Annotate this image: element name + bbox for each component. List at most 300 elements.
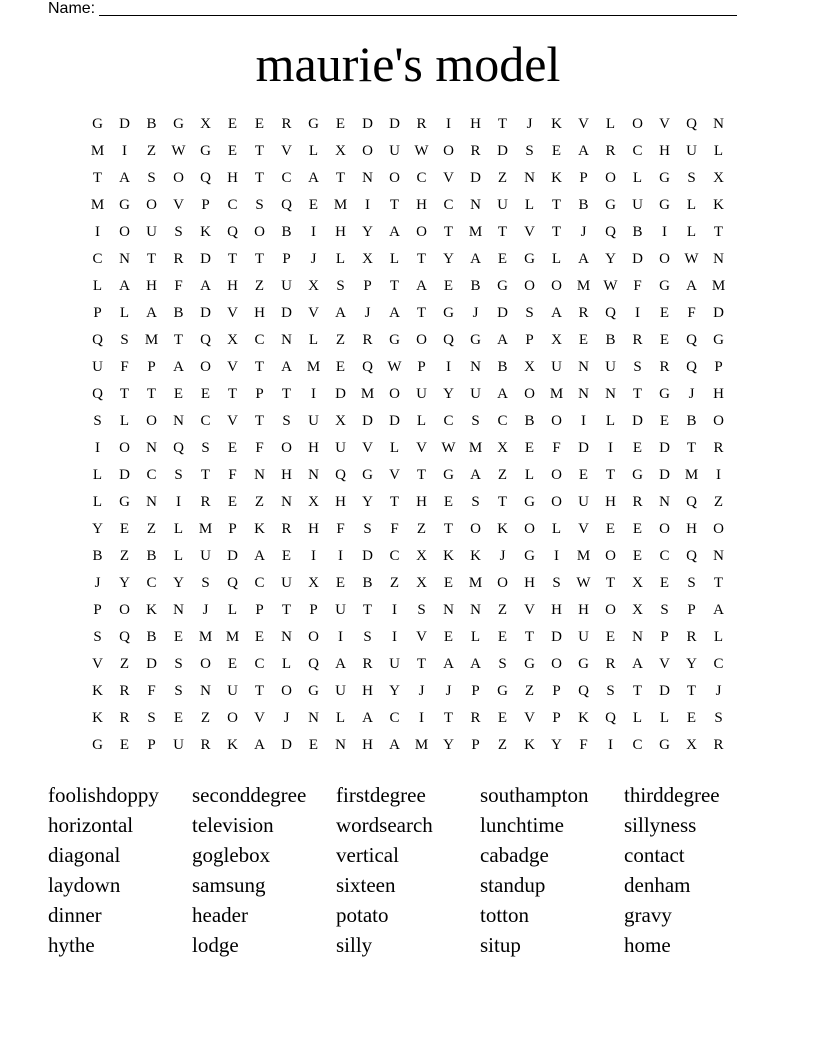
grid-cell: C [632, 143, 643, 159]
grid-cell: G [524, 656, 535, 672]
grid-cell: T [227, 251, 238, 267]
grid-cell: T [686, 683, 697, 699]
grid-cell: E [443, 575, 454, 591]
grid-cell: V [389, 467, 400, 483]
grid-cell: V [281, 143, 292, 159]
grid-row [84, 354, 732, 381]
grid-cell: B [146, 629, 157, 645]
grid-cell: I [608, 440, 613, 456]
grid-cell: Q [281, 197, 292, 213]
grid-cell: T [686, 440, 697, 456]
grid-cell: H [227, 278, 238, 294]
grid-cell: N [308, 467, 319, 483]
grid-cell: A [497, 332, 508, 348]
grid-cell: I [662, 224, 667, 240]
grid-cell: R [119, 710, 130, 726]
word-list-item: potato [336, 903, 389, 927]
grid-cell: R [686, 629, 697, 645]
grid-cell: M [198, 521, 213, 537]
grid-cell: M [414, 737, 429, 753]
grid-cell: A [389, 305, 400, 321]
grid-cell: Q [578, 683, 589, 699]
grid-cell: L [524, 467, 535, 483]
grid-cell: R [200, 737, 211, 753]
grid-cell: E [659, 575, 670, 591]
grid-cell: Z [254, 494, 265, 510]
grid-cell: T [524, 629, 535, 645]
grid-cell: A [686, 278, 697, 294]
grid-cell: I [95, 440, 100, 456]
grid-cell: L [605, 413, 616, 429]
grid-cell: U [470, 386, 481, 402]
word-list-item: silly [336, 933, 373, 957]
grid-cell: C [416, 170, 427, 186]
grid-cell: S [714, 710, 723, 726]
grid-cell: E [254, 116, 265, 132]
grid-cell: V [227, 413, 238, 429]
grid-cell: A [470, 467, 481, 483]
grid-cell: I [392, 629, 397, 645]
grid-cell: F [552, 440, 561, 456]
grid-cell: D [659, 440, 670, 456]
grid-row [84, 651, 732, 678]
grid-cell: O [119, 440, 130, 456]
grid-cell: B [173, 305, 184, 321]
grid-cell: C [443, 197, 454, 213]
grid-cell: W [171, 143, 186, 159]
grid-cell: E [119, 521, 130, 537]
grid-cell: O [389, 170, 400, 186]
grid-cell: A [173, 359, 184, 375]
grid-cell: B [470, 278, 481, 294]
grid-cell: O [362, 143, 373, 159]
grid-cell: E [227, 143, 238, 159]
grid-cell: O [443, 143, 454, 159]
grid-cell: V [659, 656, 670, 672]
grid-cell: Z [497, 467, 508, 483]
grid-cell: S [687, 170, 696, 186]
grid-cell: Z [335, 332, 346, 348]
grid-cell: S [471, 494, 480, 510]
grid-cell: S [660, 602, 669, 618]
grid-cell: S [201, 575, 210, 591]
grid-cell: P [93, 602, 102, 618]
grid-cell: Q [227, 575, 238, 591]
grid-cell: P [579, 170, 588, 186]
grid-cell: Y [92, 521, 103, 537]
word-list-item: header [192, 903, 248, 927]
grid-cell: U [578, 494, 589, 510]
grid-row [84, 192, 732, 219]
grid-cell: Q [605, 224, 616, 240]
grid-cell: Z [416, 521, 427, 537]
grid-cell: X [308, 278, 319, 294]
grid-cell: T [389, 278, 400, 294]
grid-cell: R [578, 305, 589, 321]
grid-cell: O [551, 413, 562, 429]
grid-cell: L [308, 143, 319, 159]
grid-cell: N [335, 737, 346, 753]
grid-cell: M [90, 197, 105, 213]
grid-cell: Q [686, 494, 697, 510]
word-list-item: samsung [192, 873, 266, 897]
grid-cell: G [362, 467, 373, 483]
grid-cell: V [227, 305, 238, 321]
grid-cell: R [632, 494, 643, 510]
grid-cell: M [468, 224, 483, 240]
grid-cell: D [632, 251, 643, 267]
grid-cell: A [443, 656, 454, 672]
grid-cell: R [605, 143, 616, 159]
grid-cell: X [416, 575, 427, 591]
grid-cell: Q [173, 440, 184, 456]
grid-cell: X [308, 494, 319, 510]
word-list-item: laydown [48, 873, 121, 897]
grid-cell: U [497, 197, 508, 213]
grid-cell: T [389, 197, 400, 213]
grid-cell: N [443, 602, 454, 618]
grid-cell: C [146, 467, 157, 483]
grid-cell: G [389, 332, 400, 348]
grid-cell: G [659, 737, 670, 753]
grid-cell: F [147, 683, 156, 699]
grid-cell: Q [686, 548, 697, 564]
word-list-item: goglebox [192, 843, 271, 867]
grid-cell: G [497, 683, 508, 699]
grid-cell: E [227, 494, 238, 510]
word-list-item: situp [480, 933, 521, 957]
grid-cell: T [416, 305, 427, 321]
grid-cell: A [551, 305, 562, 321]
grid-cell: I [446, 359, 451, 375]
grid-cell: E [227, 440, 238, 456]
grid-cell: F [120, 359, 129, 375]
grid-cell: L [686, 224, 697, 240]
grid-cell: P [201, 197, 210, 213]
grid-cell: B [605, 332, 616, 348]
grid-cell: U [335, 683, 346, 699]
grid-cell: I [95, 224, 100, 240]
grid-cell: T [227, 386, 238, 402]
grid-cell: O [281, 683, 292, 699]
word-list-item: gravy [624, 903, 672, 927]
grid-cell: T [362, 602, 373, 618]
grid-cell: V [578, 521, 589, 537]
grid-cell: B [362, 575, 373, 591]
grid-cell: C [632, 737, 643, 753]
grid-cell: M [333, 197, 348, 213]
grid-cell: L [173, 548, 184, 564]
grid-cell: Y [443, 737, 454, 753]
grid-cell: J [310, 251, 317, 267]
grid-cell: A [281, 359, 292, 375]
grid-cell: F [390, 521, 399, 537]
grid-cell: S [336, 278, 345, 294]
grid-cell: G [578, 656, 589, 672]
grid-cell: L [551, 521, 562, 537]
grid-cell: R [470, 143, 481, 159]
grid-cell: T [389, 494, 400, 510]
grid-cell: S [498, 656, 507, 672]
grid-cell: O [551, 467, 562, 483]
grid-cell: L [713, 629, 724, 645]
grid-cell: J [580, 224, 587, 240]
grid-cell: M [684, 467, 699, 483]
grid-cell: M [549, 386, 564, 402]
grid-cell: S [174, 683, 183, 699]
grid-cell: O [308, 629, 319, 645]
grid-cell: O [551, 656, 562, 672]
grid-cell: D [281, 305, 292, 321]
grid-cell: M [576, 278, 591, 294]
grid-cell: H [254, 305, 265, 321]
grid-cell: Y [362, 494, 373, 510]
grid-cell: M [90, 143, 105, 159]
grid-cell: T [632, 683, 643, 699]
word-list-item: southampton [480, 783, 589, 807]
grid-cell: X [362, 251, 373, 267]
grid-cell: Q [92, 332, 103, 348]
grid-cell: O [659, 251, 670, 267]
grid-cell: P [525, 332, 534, 348]
grid-row [84, 489, 732, 516]
grid-cell: K [551, 170, 562, 186]
grid-cell: O [173, 170, 184, 186]
grid-cell: P [309, 602, 318, 618]
grid-cell: F [255, 440, 264, 456]
grid-cell: I [311, 386, 316, 402]
grid-cell: I [446, 116, 451, 132]
grid-cell: T [254, 413, 265, 429]
grid-cell: X [335, 143, 346, 159]
grid-cell: G [659, 386, 670, 402]
grid-cell: G [524, 251, 535, 267]
grid-cell: Y [443, 386, 454, 402]
grid-cell: E [443, 278, 454, 294]
grid-cell: C [389, 548, 400, 564]
grid-cell: U [551, 359, 562, 375]
grid-cell: N [578, 359, 589, 375]
grid-cell: T [497, 116, 508, 132]
grid-cell: H [470, 116, 481, 132]
grid-cell: S [174, 224, 183, 240]
grid-cell: A [713, 602, 724, 618]
grid-cell: I [311, 224, 316, 240]
grid-cell: V [92, 656, 103, 672]
grid-cell: G [659, 170, 670, 186]
grid-cell: E [200, 386, 211, 402]
grid-cell: I [419, 710, 424, 726]
grid-cell: E [578, 467, 589, 483]
grid-cell: J [202, 602, 209, 618]
grid-cell: O [497, 575, 508, 591]
grid-cell: L [416, 413, 427, 429]
grid-cell: S [174, 467, 183, 483]
grid-cell: O [416, 332, 427, 348]
grid-cell: S [147, 710, 156, 726]
grid-cell: L [308, 332, 319, 348]
grid-cell: M [468, 575, 483, 591]
grid-cell: E [632, 440, 643, 456]
grid-cell: C [281, 170, 292, 186]
grid-cell: V [416, 629, 427, 645]
grid-cell: E [497, 629, 508, 645]
grid-cell: Y [389, 683, 400, 699]
grid-cell: S [93, 413, 102, 429]
grid-cell: P [147, 359, 156, 375]
grid-cell: U [200, 548, 211, 564]
grid-cell: E [632, 548, 643, 564]
grid-cell: A [335, 656, 346, 672]
grid-cell: Q [443, 332, 454, 348]
grid-cell: L [713, 143, 724, 159]
word-list-item: sillyness [624, 813, 697, 837]
grid-cell: K [92, 683, 103, 699]
grid-cell: W [441, 440, 456, 456]
grid-cell: R [281, 521, 292, 537]
grid-cell: E [119, 737, 130, 753]
grid-cell: C [254, 575, 265, 591]
grid-cell: Q [200, 332, 211, 348]
grid-cell: P [282, 251, 291, 267]
grid-cell: E [605, 629, 616, 645]
grid-cell: R [632, 332, 643, 348]
grid-cell: G [200, 143, 211, 159]
grid-cell: P [417, 359, 426, 375]
grid-cell: B [686, 413, 697, 429]
grid-row [84, 462, 732, 489]
grid-cell: R [605, 656, 616, 672]
grid-row [84, 327, 732, 354]
grid-cell: U [92, 359, 103, 375]
grid-cell: B [281, 224, 292, 240]
grid-cell: C [497, 413, 508, 429]
grid-cell: U [308, 413, 319, 429]
grid-row [84, 678, 732, 705]
grid-cell: X [686, 737, 697, 753]
grid-cell: M [468, 440, 483, 456]
grid-cell: Q [92, 386, 103, 402]
grid-cell: T [146, 251, 157, 267]
word-list-item: standup [480, 873, 546, 897]
grid-cell: N [578, 386, 589, 402]
grid-cell: O [659, 521, 670, 537]
grid-cell: Q [227, 224, 238, 240]
word-list-item: horizontal [48, 813, 134, 837]
grid-cell: Y [173, 575, 184, 591]
grid-cell: B [497, 359, 508, 375]
grid-cell: O [524, 278, 535, 294]
grid-cell: L [605, 116, 616, 132]
grid-cell: K [92, 710, 103, 726]
grid-cell: L [389, 440, 400, 456]
grid-cell: R [416, 116, 427, 132]
grid-cell: A [254, 737, 265, 753]
grid-cell: G [119, 197, 130, 213]
grid-cell: E [173, 629, 184, 645]
grid-cell: O [146, 413, 157, 429]
grid-cell: E [227, 656, 238, 672]
grid-cell: N [659, 494, 670, 510]
grid-cell: A [389, 737, 400, 753]
grid-cell: G [605, 197, 616, 213]
grid-cell: X [524, 359, 535, 375]
word-list-item: home [624, 933, 671, 957]
grid-cell: Q [200, 170, 211, 186]
grid-cell: L [119, 305, 130, 321]
grid-cell: W [603, 278, 618, 294]
grid-cell: T [497, 494, 508, 510]
grid-cell: H [659, 143, 670, 159]
grid-cell: S [93, 629, 102, 645]
grid-cell: P [255, 386, 264, 402]
grid-cell: V [362, 440, 373, 456]
grid-cell: S [147, 170, 156, 186]
grid-cell: G [470, 332, 481, 348]
grid-cell: O [524, 521, 535, 537]
grid-cell: S [633, 359, 642, 375]
word-list-item: denham [624, 873, 691, 897]
grid-row [84, 624, 732, 651]
grid-cell: O [146, 197, 157, 213]
grid-cell: G [92, 116, 103, 132]
grid-cell: I [581, 413, 586, 429]
grid-cell: D [281, 737, 292, 753]
grid-cell: L [92, 467, 103, 483]
grid-cell: A [146, 305, 157, 321]
grid-cell: L [92, 494, 103, 510]
grid-cell: E [632, 521, 643, 537]
grid-cell: H [551, 602, 562, 618]
grid-cell: M [198, 629, 213, 645]
grid-cell: G [524, 494, 535, 510]
grid-cell: N [524, 170, 535, 186]
grid-cell: N [146, 494, 157, 510]
grid-cell: N [713, 251, 724, 267]
grid-cell: U [227, 683, 238, 699]
grid-cell: D [227, 548, 238, 564]
grid-cell: R [470, 710, 481, 726]
grid-cell: C [227, 197, 238, 213]
grid-cell: N [254, 467, 265, 483]
word-list-item: thirddegree [624, 783, 720, 807]
grid-cell: E [308, 197, 319, 213]
grid-cell: B [146, 548, 157, 564]
grid-cell: H [227, 170, 238, 186]
grid-cell: D [497, 305, 508, 321]
grid-cell: K [713, 197, 724, 213]
grid-cell: T [200, 467, 211, 483]
grid-cell: Z [524, 683, 535, 699]
grid-cell: V [524, 602, 535, 618]
grid-cell: O [119, 224, 130, 240]
grid-cell: Z [713, 494, 724, 510]
grid-cell: H [416, 494, 427, 510]
grid-cell: T [713, 224, 724, 240]
grid-cell: I [365, 197, 370, 213]
grid-cell: Z [497, 737, 508, 753]
word-list-item: diagonal [48, 843, 121, 867]
grid-cell: F [228, 467, 237, 483]
grid-cell: O [605, 170, 616, 186]
grid-cell: O [632, 116, 643, 132]
grid-cell: M [711, 278, 726, 294]
grid-cell: R [713, 440, 724, 456]
grid-cell: G [173, 116, 184, 132]
grid-cell: P [147, 737, 156, 753]
grid-cell: L [524, 197, 535, 213]
grid-cell: X [497, 440, 508, 456]
